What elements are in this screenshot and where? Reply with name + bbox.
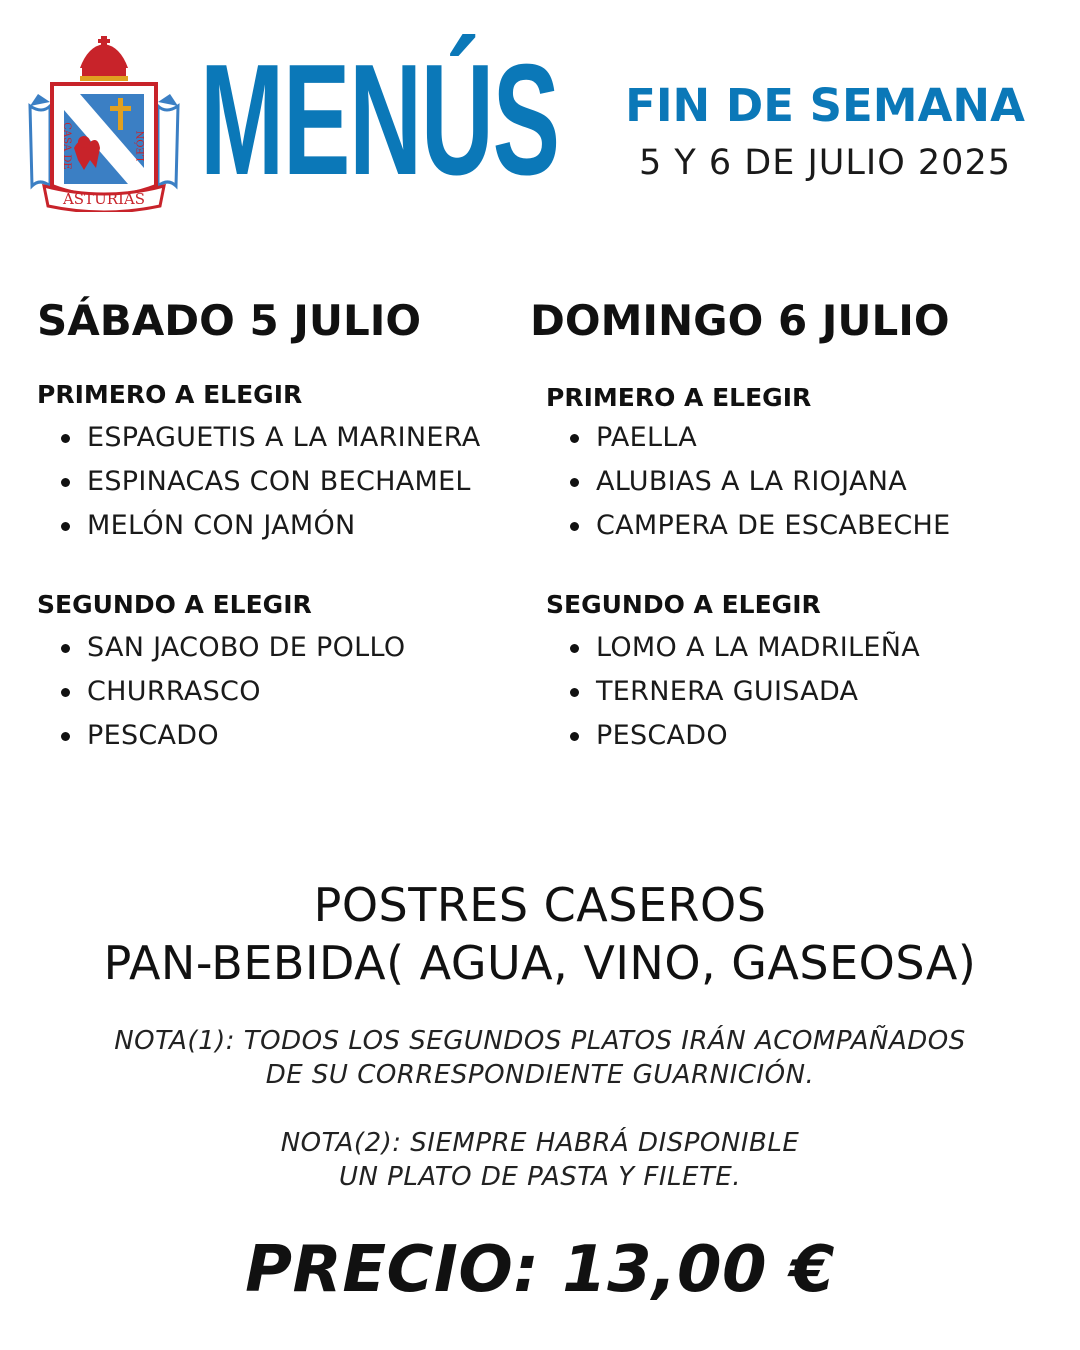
- date-line: 5 Y 6 DE JULIO 2025: [639, 143, 1011, 183]
- sunday-title: DOMINGO 6 JULIO: [530, 296, 950, 345]
- note-1-line-1: NOTA(1): TODOS LOS SEGUNDOS PLATOS IRÁN ACOMPAÑADOS: [114, 1026, 966, 1056]
- list-item: PAELLA: [546, 416, 1050, 460]
- sunday-first-course-title: PRIMERO A ELEGIR: [546, 383, 812, 412]
- saturday-title: SÁBADO 5 JULIO: [37, 296, 422, 345]
- note-1-line-2: DE SU CORRESPONDIENTE GUARNICIÓN.: [265, 1060, 815, 1090]
- saturday-first-course-list: [37, 416, 537, 548]
- crown-icon: [80, 36, 128, 81]
- note-2-line-2: UN PLATO DE PASTA Y FILETE.: [338, 1162, 742, 1192]
- list-item: ALUBIAS A LA RIOJANA: [546, 460, 1050, 504]
- note-2-line-1: NOTA(2): SIEMPRE HABRÁ DISPONIBLE: [280, 1128, 800, 1158]
- svg-text:LEÓN: LEÓN: [136, 130, 147, 162]
- saturday-second-course-list: [37, 626, 537, 758]
- list-item: PESCADO: [546, 714, 1050, 758]
- price: PRECIO: 13,00 €: [245, 1233, 835, 1307]
- list-item: CAMPERA DE ESCABECHE: [546, 504, 1050, 548]
- sunday-first-course-list: [546, 416, 1050, 548]
- svg-text:ASTURIAS: ASTURIAS: [62, 190, 146, 208]
- casa-asturias-crest-logo: [28, 36, 180, 212]
- list-item: PESCADO: [37, 714, 537, 758]
- saturday-second-course-title: SEGUNDO A ELEGIR: [37, 590, 312, 619]
- list-item: CHURRASCO: [37, 670, 537, 714]
- list-item: LOMO A LA MADRILEÑA: [546, 626, 1050, 670]
- sunday-second-course-list: [546, 626, 1050, 758]
- saturday-first-course-title: PRIMERO A ELEGIR: [37, 380, 303, 409]
- main-title: MENÚS: [200, 32, 559, 208]
- sunday-second-course-title: SEGUNDO A ELEGIR: [546, 590, 821, 619]
- svg-text:CASA DE: CASA DE: [61, 122, 72, 170]
- bread-drinks-line: PAN-BEBIDA( AGUA, VINO, GASEOSA): [103, 936, 977, 990]
- subtitle: FIN DE SEMANA: [625, 79, 1025, 132]
- list-item: MELÓN CON JAMÓN: [37, 504, 537, 548]
- list-item: TERNERA GUISADA: [546, 670, 1050, 714]
- list-item: ESPINACAS CON BECHAMEL: [37, 460, 537, 504]
- sunday-column: [530, 296, 1050, 758]
- desserts-line: POSTRES CASEROS: [313, 878, 767, 932]
- list-item: SAN JACOBO DE POLLO: [37, 626, 537, 670]
- list-item: ESPAGUETIS A LA MARINERA: [37, 416, 537, 460]
- saturday-column: [37, 296, 537, 758]
